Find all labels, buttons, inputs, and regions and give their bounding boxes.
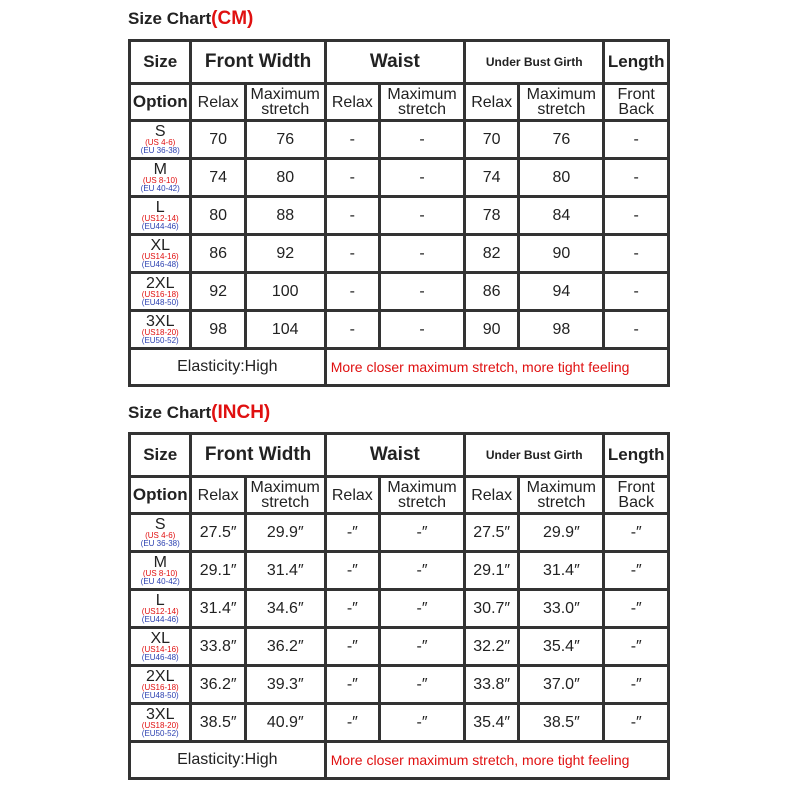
relax-subheader: Relax [466,478,517,512]
front-width-max: 40.9″ [247,705,324,740]
subheader-row [131,478,667,512]
relax-subheader: Relax [192,478,243,512]
length-value: - [605,160,667,195]
front-width-relax: 74 [192,160,243,195]
length-value: -″ [605,705,667,740]
front-width-max: 39.3″ [247,667,324,702]
under-bust-relax: 27.5″ [466,515,517,550]
under-bust-relax: 82 [466,236,517,271]
under-bust-relax: 35.4″ [466,705,517,740]
under-bust-max: 38.5″ [520,705,602,740]
subheader-row [131,85,667,119]
size-chart-inch-table [128,432,670,780]
size-header: Size [131,435,189,475]
waist-relax: -″ [327,553,378,588]
waist-relax: -″ [327,515,378,550]
length-value: -″ [605,629,667,664]
size-cell [131,591,189,626]
under-bust-header: Under Bust Girth [466,42,602,82]
size-name: S [154,515,166,533]
elasticity-label: Elasticity:High [131,743,324,777]
max-stretch-subheader: Maximum stretch [520,478,602,512]
relax-subheader: Relax [327,85,378,119]
max-stretch-subheader: Maximum stretch [520,85,602,119]
relax-subheader: Relax [466,85,517,119]
under-bust-relax: 33.8″ [466,667,517,702]
waist-max: -″ [381,667,463,702]
size-cell [131,236,189,271]
under-bust-max: 84 [520,198,602,233]
size-eu: (EU48-50) [141,690,179,700]
waist-relax: - [327,122,378,157]
size-name: S [154,122,166,140]
waist-max: - [381,122,463,157]
size-eu: (EU50-52) [141,335,179,345]
table-row [131,553,667,588]
size-chart-inch-title [128,402,270,426]
size-cell [131,160,189,195]
under-bust-max: 29.9″ [520,515,602,550]
front-width-max: 80 [247,160,324,195]
max-stretch-subheader: Maximum stretch [247,85,324,119]
title-prefix: Size Chart [128,403,212,422]
relax-subheader: Relax [327,478,378,512]
table-row [131,274,667,309]
size-eu: (EU50-52) [141,728,179,738]
title-prefix: Size Chart [128,9,212,28]
front-width-relax: 38.5″ [192,705,243,740]
front-width-max: 29.9″ [247,515,324,550]
stretch-note: More closer maximum stretch, more tight feeling [327,743,667,777]
length-value: -″ [605,591,667,626]
under-bust-max: 76 [520,122,602,157]
front-width-relax: 98 [192,312,243,347]
front-back-subheader: Front Back [605,85,667,119]
waist-max: - [381,160,463,195]
size-name: 3XL [146,312,175,330]
size-name: 3XL [146,705,175,723]
size-name: 2XL [146,667,175,685]
front-width-relax: 29.1″ [192,553,243,588]
size-eu: (EU 36-38) [140,538,180,548]
table-row [131,236,667,271]
size-eu: (EU46-48) [141,652,179,662]
table-row [131,312,667,347]
size-us: (US 4-6) [145,530,176,540]
elasticity-label: Elasticity:High [131,350,324,384]
front-width-relax: 31.4″ [192,591,243,626]
size-cell [131,312,189,347]
front-width-header: Front Width [192,435,323,475]
size-us: (US14-16) [141,251,179,261]
waist-relax: -″ [327,629,378,664]
size-us: (US 8-10) [142,568,178,578]
size-eu: (EU46-48) [141,259,179,269]
waist-relax: -″ [327,705,378,740]
size-us: (US12-14) [141,606,179,616]
under-bust-max: 33.0″ [520,591,602,626]
length-value: -″ [605,553,667,588]
table-row [131,122,667,157]
waist-max: -″ [381,629,463,664]
length-value: - [605,198,667,233]
under-bust-max: 37.0″ [520,667,602,702]
front-width-max: 36.2″ [247,629,324,664]
footer-row [131,350,667,384]
size-us: (US18-20) [141,327,179,337]
waist-relax: -″ [327,591,378,626]
under-bust-header: Under Bust Girth [466,435,602,475]
size-name: M [153,160,167,178]
under-bust-max: 80 [520,160,602,195]
front-width-relax: 80 [192,198,243,233]
size-name: XL [150,629,171,647]
front-width-relax: 70 [192,122,243,157]
option-header: Option [131,478,189,512]
front-width-header: Front Width [192,42,323,82]
front-width-max: 92 [247,236,324,271]
size-cell [131,705,189,740]
size-us: (US 4-6) [145,137,176,147]
size-name: 2XL [146,274,175,292]
under-bust-max: 94 [520,274,602,309]
waist-header: Waist [327,435,463,475]
waist-relax: - [327,160,378,195]
table-row [131,705,667,740]
size-eu: (EU44-46) [141,614,179,624]
size-eu: (EU 40-42) [140,183,180,193]
waist-relax: - [327,274,378,309]
stretch-note: More closer maximum stretch, more tight feeling [327,350,667,384]
front-width-relax: 33.8″ [192,629,243,664]
max-stretch-subheader: Maximum stretch [381,478,463,512]
size-name: L [155,198,165,216]
under-bust-relax: 78 [466,198,517,233]
size-cell [131,198,189,233]
size-chart-cm-title [128,8,253,32]
front-width-max: 88 [247,198,324,233]
front-width-max: 104 [247,312,324,347]
size-name: M [153,553,167,571]
waist-max: -″ [381,705,463,740]
size-chart-cm-table [128,39,670,387]
front-width-max: 34.6″ [247,591,324,626]
under-bust-max: 31.4″ [520,553,602,588]
title-unit: (INCH) [211,402,271,423]
length-header: Length [605,42,667,82]
size-us: (US14-16) [141,644,179,654]
size-us: (US16-18) [141,289,179,299]
length-value: - [605,274,667,309]
size-name: XL [150,236,171,254]
waist-relax: - [327,312,378,347]
waist-relax: - [327,236,378,271]
waist-max: - [381,312,463,347]
front-width-max: 100 [247,274,324,309]
waist-max: - [381,236,463,271]
under-bust-max: 35.4″ [520,629,602,664]
under-bust-relax: 29.1″ [466,553,517,588]
size-cell [131,553,189,588]
header-row [131,435,667,475]
table-row [131,198,667,233]
max-stretch-subheader: Maximum stretch [381,85,463,119]
waist-max: -″ [381,515,463,550]
relax-subheader: Relax [192,85,243,119]
size-us: (US16-18) [141,682,179,692]
size-eu: (EU 36-38) [140,145,180,155]
waist-max: - [381,274,463,309]
under-bust-relax: 74 [466,160,517,195]
size-name: L [155,591,165,609]
under-bust-relax: 30.7″ [466,591,517,626]
size-us: (US18-20) [141,720,179,730]
size-cell [131,667,189,702]
under-bust-relax: 32.2″ [466,629,517,664]
length-value: - [605,122,667,157]
under-bust-relax: 86 [466,274,517,309]
length-value: -″ [605,667,667,702]
waist-max: -″ [381,553,463,588]
size-cell [131,122,189,157]
title-unit: (CM) [211,8,254,29]
table-row [131,591,667,626]
waist-header: Waist [327,42,463,82]
front-width-max: 31.4″ [247,553,324,588]
under-bust-relax: 70 [466,122,517,157]
size-eu: (EU48-50) [141,297,179,307]
size-cell [131,629,189,664]
table-row [131,667,667,702]
size-cell [131,515,189,550]
waist-max: - [381,198,463,233]
under-bust-max: 98 [520,312,602,347]
table-row [131,629,667,664]
option-header: Option [131,85,189,119]
table-row [131,515,667,550]
waist-relax: - [327,198,378,233]
front-width-relax: 86 [192,236,243,271]
size-eu: (EU 40-42) [140,576,180,586]
length-value: - [605,236,667,271]
table-row [131,160,667,195]
front-width-relax: 27.5″ [192,515,243,550]
footer-row [131,743,667,777]
max-stretch-subheader: Maximum stretch [247,478,324,512]
length-header: Length [605,435,667,475]
waist-relax: -″ [327,667,378,702]
size-eu: (EU44-46) [141,221,179,231]
front-width-relax: 36.2″ [192,667,243,702]
size-header: Size [131,42,189,82]
size-us: (US12-14) [141,213,179,223]
under-bust-max: 90 [520,236,602,271]
front-back-subheader: Front Back [605,478,667,512]
waist-max: -″ [381,591,463,626]
size-cell [131,274,189,309]
length-value: -″ [605,515,667,550]
front-width-relax: 92 [192,274,243,309]
header-row [131,42,667,82]
size-us: (US 8-10) [142,175,178,185]
front-width-max: 76 [247,122,324,157]
under-bust-relax: 90 [466,312,517,347]
length-value: - [605,312,667,347]
